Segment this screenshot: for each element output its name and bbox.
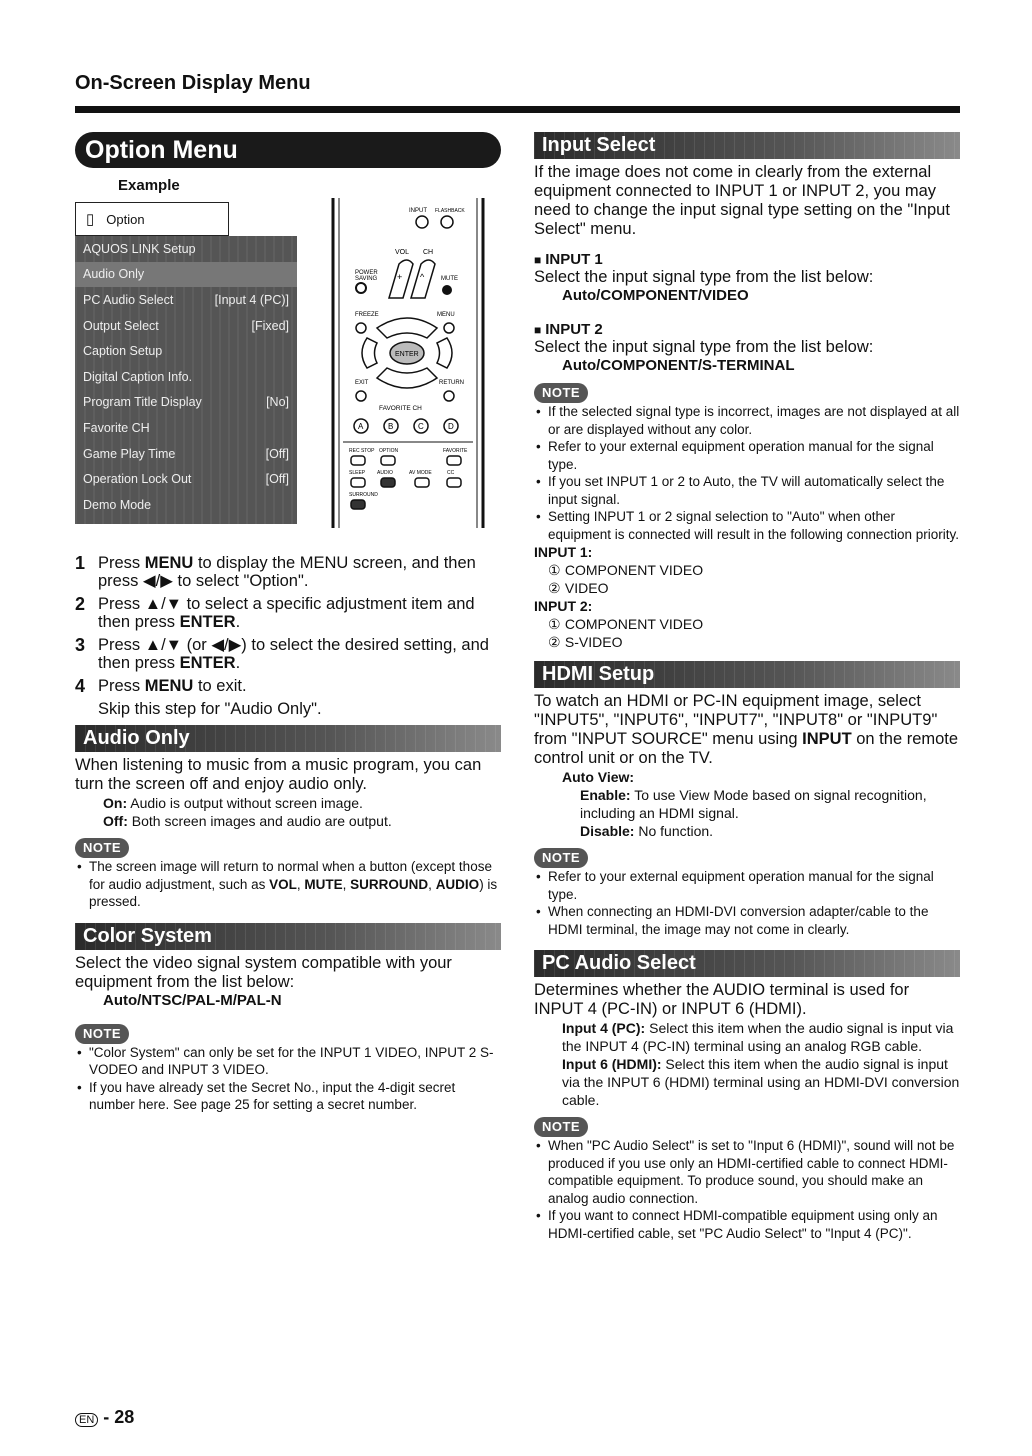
color-system-note: • If you have already set the Secret No., input the 4-digit secret number here. See page 25 for setting a secret number. (75, 1079, 501, 1114)
favorite-button (447, 456, 461, 465)
menu-example (75, 202, 501, 542)
pc-audio-input4: Input 4 (PC): Select this item when the audio signal is input via the INPUT 4 (PC-IN) terminal using an analog RGB cable. (562, 1020, 954, 1054)
surround-button (351, 500, 365, 509)
priority-item: ① COMPONENT VIDEO (548, 616, 704, 632)
input-select-note: • Refer to your external equipment operation manual for the signal type. (534, 438, 960, 473)
audio-button (381, 478, 395, 487)
audio-only-on: On: Audio is output without screen image. (103, 795, 363, 811)
input1-text: Select the input signal type from the list below: (534, 268, 874, 286)
remote-return-label: RETURN (439, 380, 464, 386)
exit-button (356, 391, 366, 401)
remote-cc-label: CC (447, 470, 455, 476)
steps-list (75, 554, 501, 719)
cursor-left-key (362, 338, 377, 368)
option-tab (75, 202, 229, 236)
step: 3 Press ▲/▼ (or ◀/▶) to select the desired setting, and then press ENTER. (75, 635, 489, 672)
example-label: Example (118, 177, 180, 194)
input-select-heading: Input Select (534, 132, 960, 159)
remote-menu-label: MENU (437, 312, 455, 318)
input2-options: Auto/COMPONENT/S-TERMINAL (562, 357, 795, 374)
pc-audio-note: • If you want to connect HDMI-compatible equipment using only an HDMI-certified cable, set "PC Audio Select" to "Input 4 (PC)". (534, 1207, 960, 1242)
menu-item: Demo Mode (83, 497, 152, 512)
square-bullet-icon: ■ (534, 323, 542, 337)
step-4-note: Skip this step for "Audio Only". (98, 700, 322, 718)
remote-favorite-label: FAVORITE (443, 448, 468, 454)
remote-control-illustration (327, 198, 489, 528)
ch-up-icon: ^ (420, 272, 425, 282)
remote-surround-label: SURROUND (349, 492, 378, 498)
auto-view-enable: Enable: To use View Mode based on signal recognition, including an HDMI signal. (580, 787, 927, 821)
remote-saving-label: SAVING (355, 276, 378, 282)
page-title: On-Screen Display Menu (75, 72, 311, 94)
page-footer (75, 1407, 134, 1428)
remote-av-mode-label: AV MODE (409, 470, 432, 476)
remote-audio-label: AUDIO (377, 470, 393, 476)
note-icon: NOTE (75, 1024, 129, 1044)
input2-text: Select the input signal type from the list below: (534, 338, 874, 356)
menu-item: Digital Caption Info. (83, 369, 193, 384)
rec-stop-button (351, 456, 365, 465)
remote-sleep-label: SLEEP (349, 470, 366, 476)
cursor-up-key (377, 318, 437, 338)
left-column (75, 132, 501, 1114)
remote-enter-label: ENTER (395, 351, 419, 358)
step: 4 Press MENU to exit. (75, 676, 247, 696)
remote-exit-label: EXIT (355, 380, 369, 386)
power-saving-button (356, 283, 366, 293)
pc-audio-input6: Input 6 (HDMI): Select this item when the audio signal is input via the INPUT 6 (HDMI) terminal using an HDMI-DVI conversion cable. (562, 1056, 960, 1108)
page-number: - 28 (103, 1407, 135, 1427)
option-menu-list (75, 236, 297, 524)
option-tab-label: Option (106, 211, 145, 227)
remote-power-label: POWER (355, 270, 378, 276)
input-select-note: • Setting INPUT 1 or 2 signal selection to "Auto" when other equipment is connected will result in the following connection priority. (534, 508, 960, 543)
cc-button (447, 478, 461, 487)
note-icon: NOTE (534, 848, 588, 868)
square-bullet-icon: ■ (534, 253, 542, 267)
priority-item: ② VIDEO (548, 580, 609, 596)
note-icon: NOTE (534, 1117, 588, 1137)
pc-audio-select-heading: PC Audio Select (534, 950, 960, 977)
pc-audio-select-text: Determines whether the AUDIO terminal is used for INPUT 4 (PC-IN) or INPUT 6 (HDMI). (534, 981, 910, 1018)
flashback-button (441, 216, 453, 228)
auto-view-head: Auto View: (562, 769, 635, 785)
option-tab-icon: ▯ (86, 211, 95, 228)
menu-item: Favorite CH (83, 420, 150, 435)
priority-input2-head: INPUT 2: (534, 598, 593, 614)
input-button (416, 216, 428, 228)
step: 2 Press ▲/▼ to select a specific adjustment item and then press ENTER. (75, 594, 475, 631)
menu-item: Output Select [Fixed] (83, 318, 289, 333)
color-system-note: • "Color System" can only be set for the INPUT 1 VIDEO, INPUT 2 S-VODEO and INPUT 3 VIDEO. (75, 1044, 501, 1079)
return-button (444, 391, 454, 401)
remote-input-label: INPUT (409, 208, 427, 214)
menu-item: Caption Setup (83, 344, 163, 359)
fav-a-label: A (358, 422, 364, 431)
input1-options: Auto/COMPONENT/VIDEO (562, 287, 749, 304)
input-select-text: If the image does not come in clearly from the external equipment connected to INPUT 1 or INPUT 2, you may need to change the input signal type setting on the "Input Select" menu. (534, 163, 950, 238)
hdmi-setup-heading: HDMI Setup (534, 661, 960, 688)
fav-c-label: C (418, 422, 424, 431)
remote-option-label: OPTION (379, 448, 399, 454)
menu-item: Game Play Time [Off] (83, 446, 289, 461)
freeze-button (356, 323, 366, 333)
color-system-text: Select the video signal system compatible with your equipment from the list below: (75, 953, 452, 991)
menu-item: Operation Lock Out [Off] (83, 472, 289, 487)
option-button (381, 456, 395, 465)
remote-favorite-ch-label: FAVORITE CH (379, 405, 422, 412)
language-badge: EN (75, 1413, 98, 1427)
cursor-down-key (377, 368, 437, 388)
remote-freeze-label: FREEZE (355, 312, 379, 318)
input1-heading: ■ INPUT 1 (534, 251, 603, 268)
fav-b-label: B (388, 422, 394, 431)
menu-item: AQUOS LINK Setup (83, 241, 196, 256)
menu-item: Audio Only (75, 262, 297, 288)
av-mode-button (415, 478, 429, 487)
option-menu-banner: Option Menu (75, 132, 501, 168)
right-column (534, 132, 960, 1242)
priority-input1-head: INPUT 1: (534, 544, 593, 560)
hdmi-setup-text: To watch an HDMI or PC-IN equipment image, select "INPUT5", "INPUT6", "INPUT7", "INPUT8" or "INPUT9" from "INPUT SOURCE" menu using INPUT on the remote control unit or on the TV. (534, 692, 959, 767)
remote-flashback-label: FLASHBACK (435, 208, 465, 214)
color-system-options: Auto/NTSC/PAL-M/PAL-N (103, 991, 282, 1009)
audio-only-note: • The screen image will return to normal when a button (except those for audio adjustment, such as VOL, MUTE, SURROUND, AUDIO) is pressed. (75, 858, 501, 911)
remote-vol-label: VOL (395, 249, 410, 256)
menu-item: Program Title Display [No] (83, 395, 289, 410)
step: 1 Press MENU to display the MENU screen, and then press ◀/▶ to select "Option". (75, 553, 476, 590)
remote-rec-stop-label: REC STOP (349, 448, 375, 454)
sleep-button (351, 478, 365, 487)
hdmi-note: • Refer to your external equipment operation manual for the signal type. (534, 868, 960, 903)
audio-only-text: When listening to music from a music program, you can turn the screen off and enjoy audio only. (75, 756, 482, 793)
color-system-heading: Color System (75, 923, 501, 950)
input-select-note: • If the selected signal type is incorrect, images are not displayed at all or are displayed without any color. (534, 403, 960, 438)
hdmi-note: • When connecting an HDMI-DVI conversion adapter/cable to the HDMI terminal, the image may not come in clearly. (534, 903, 960, 938)
priority-item: ① COMPONENT VIDEO (548, 562, 704, 578)
menu-item: PC Audio Select [Input 4 (PC)] (83, 292, 289, 307)
menu-button (444, 323, 454, 333)
cursor-right-key (437, 338, 452, 368)
pc-audio-note: • When "PC Audio Select" is set to "Input 6 (HDMI)", sound will not be produced if you use only an HDMI-certified cable to connect HDMI-compatible equipment. To produce sound, you should make an analog audio connection. (534, 1137, 960, 1207)
mute-button (442, 285, 452, 295)
fav-d-label: D (448, 422, 454, 431)
note-icon: NOTE (534, 383, 588, 403)
note-icon: NOTE (75, 838, 129, 858)
header-rule (75, 106, 960, 113)
input2-heading: ■ INPUT 2 (534, 321, 603, 338)
remote-ch-label: CH (423, 249, 434, 256)
vol-plus-icon: + (397, 272, 403, 282)
audio-only-heading: Audio Only (75, 725, 501, 752)
remote-mute-label: MUTE (441, 276, 458, 282)
audio-only-off: Off: Both screen images and audio are output. (103, 813, 392, 829)
priority-item: ② S-VIDEO (548, 634, 623, 650)
input-select-note: • If you set INPUT 1 or 2 to Auto, the TV will automatically select the input signal. (534, 473, 960, 508)
auto-view-disable: Disable: No function. (580, 823, 714, 839)
